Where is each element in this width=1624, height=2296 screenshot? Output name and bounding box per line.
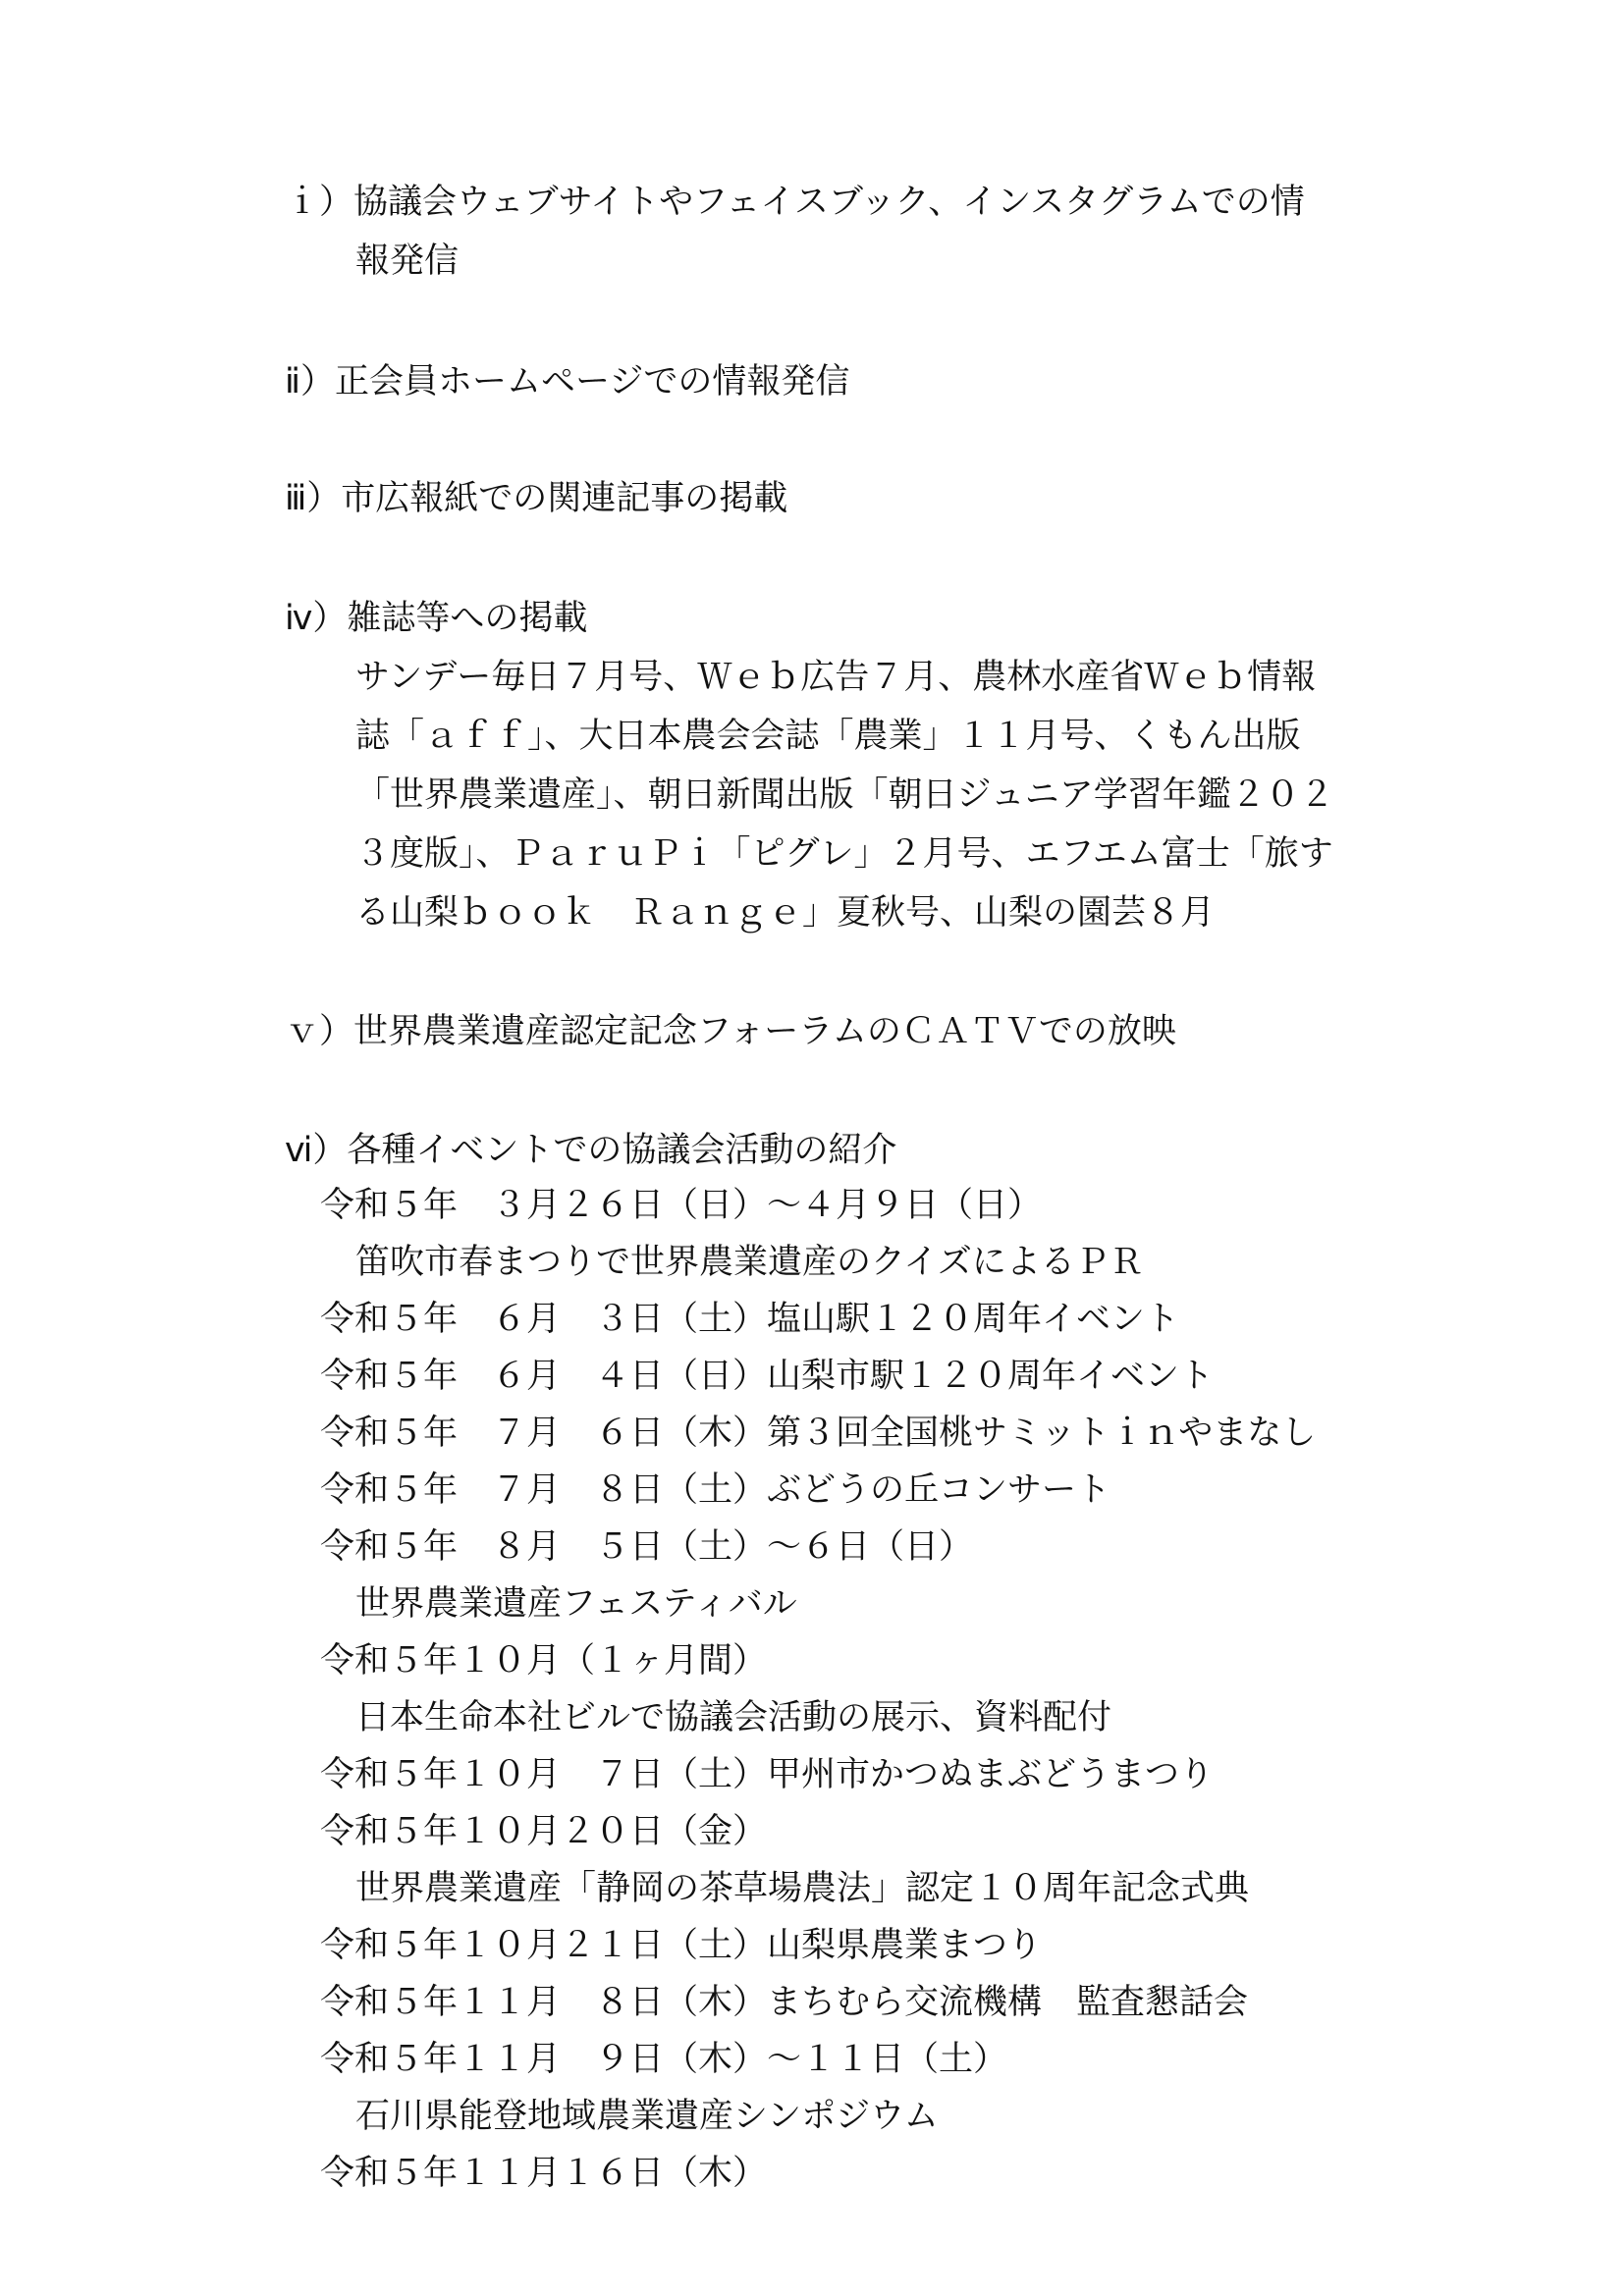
event-description: 笛吹市春まつりで世界農業遺産のクイズによるＰＲ	[355, 1243, 1144, 1282]
event-description: 世界農業遺産「静岡の茶草場農法」認定１０周年記念式典	[355, 1869, 1250, 1908]
event-date-line: 令和５年１０月（１ヶ月間）	[320, 1641, 768, 1681]
event-date-line: 令和５年 ６月 ３日（土）塩山駅１２０周年イベント	[320, 1300, 1180, 1339]
section-v-title: ｖ）世界農業遺産認定記念フォーラムのＣＡＴＶでの放映	[285, 1012, 1176, 1051]
event-description: 石川県能登地域農業遺産シンポジウム	[355, 2097, 939, 2136]
event-date-line: 令和５年１１月１６日（木）	[320, 2154, 768, 2193]
section-i-title-cont: 報発信	[355, 241, 460, 281]
event-date-line: 令和５年１０月２１日（土）山梨県農業まつり	[320, 1926, 1043, 1965]
event-date-line: 令和５年１０月２０日（金）	[320, 1812, 768, 1851]
section-i-title: ｉ）協議会ウェブサイトやフェイスブック、インスタグラムでの情	[285, 183, 1305, 222]
section-iv-body-line: ３度版」、ＰａｒｕＰｉ「ピグレ」２月号、エフエム富士「旅す	[355, 834, 1333, 874]
event-description: 世界農業遺産フェスティバル	[355, 1584, 797, 1624]
section-iii-title: ⅲ）市広報紙での関連記事の掲載	[285, 479, 788, 518]
section-iv-body-line: 「世界農業遺産」、朝日新聞出版「朝日ジュニア学習年鑑２０２	[355, 775, 1334, 815]
event-date-line: 令和５年１０月 ７日（土）甲州市かつぬまぶどうまつり	[320, 1755, 1215, 1794]
section-vi-title: ⅵ）各種イベントでの協議会活動の紹介	[285, 1131, 897, 1170]
section-ii-title: ⅱ）正会員ホームページでの情報発信	[285, 362, 850, 401]
section-iv-body-line: る山梨ｂｏｏｋ Ｒａｎｇｅ」夏秋号、山梨の園芸８月	[355, 893, 1216, 933]
event-date-line: 令和５年 ６月 ４日（日）山梨市駅１２０周年イベント	[320, 1357, 1215, 1396]
section-iv-body-line: サンデー毎日７月号、Ｗｅｂ広告７月、農林水産省Ｗｅｂ情報	[355, 658, 1317, 697]
section-iv-body-line: 誌「ａｆｆ」、大日本農会会誌「農業」１１月号、くもん出版	[355, 717, 1301, 756]
event-date-line: 令和５年 ３月２６日（日）～４月９日（日）	[320, 1186, 1043, 1225]
event-date-line: 令和５年 ７月 ８日（土）ぶどうの丘コンサート	[320, 1470, 1111, 1510]
event-description: 日本生命本社ビルで協議会活動の展示、資料配付	[355, 1698, 1112, 1737]
event-date-line: 令和５年 ７月 ６日（木）第３回全国桃サミットｉｎやまなし	[320, 1414, 1317, 1453]
event-date-line: 令和５年１１月 ９日（木）～１１日（土）	[320, 2040, 1008, 2079]
event-date-line: 令和５年１１月 ８日（木）まちむら交流機構 監査懇話会	[320, 1983, 1249, 2022]
section-iv-title: ⅳ）雑誌等への掲載	[285, 599, 588, 638]
event-date-line: 令和５年 ８月 ５日（土）～６日（日）	[320, 1527, 974, 1567]
